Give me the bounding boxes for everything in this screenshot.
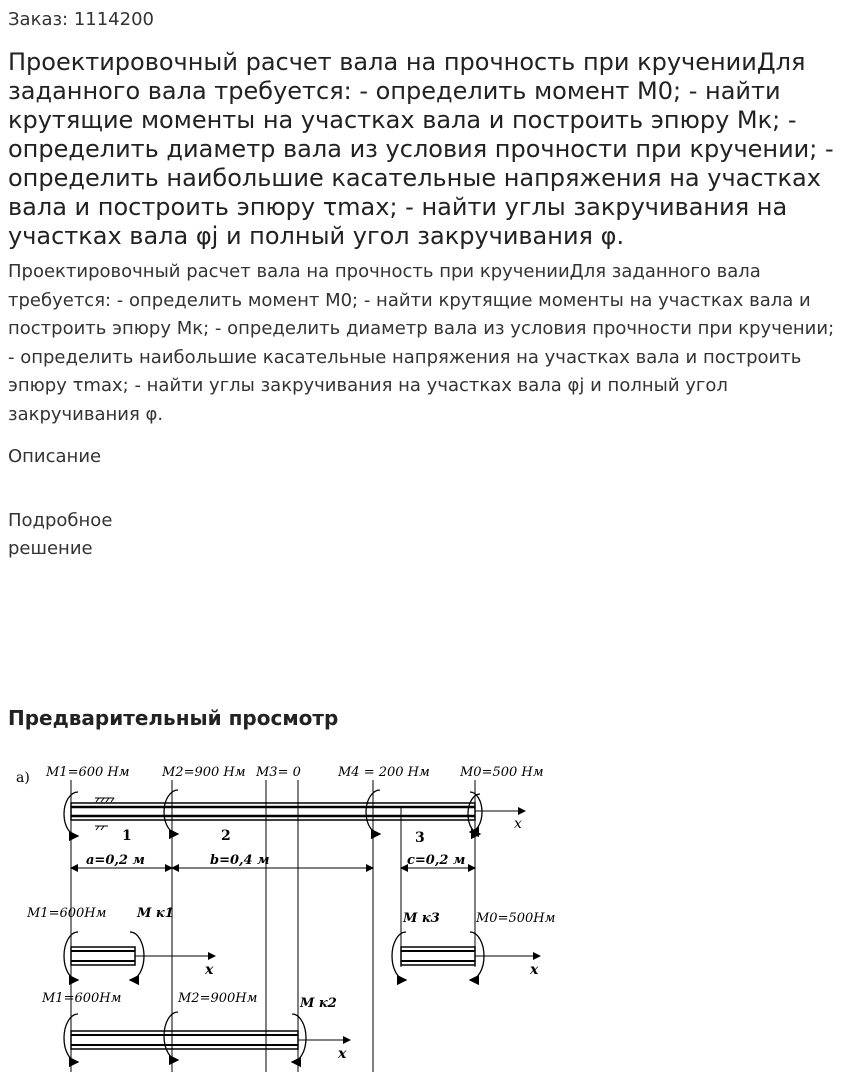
moment-label-m1: М1=600 Нм — [46, 765, 130, 780]
cut3-m0-label: М0=500Нм — [476, 911, 556, 926]
description-label[interactable]: Описание — [8, 446, 102, 467]
dim-label-c: c=0,2 м — [407, 853, 466, 868]
order-number: Заказ: 1114200 — [8, 9, 154, 30]
preview-heading: Предварительный просмотр — [8, 706, 339, 730]
cut2-axis-label: x — [338, 1046, 347, 1062]
dim-label-a: a=0,2 м — [86, 853, 145, 868]
moment-label-m0: М0=500 Нм — [460, 765, 544, 780]
cut3-axis-label: x — [530, 962, 539, 978]
cut3-shaft — [401, 947, 475, 965]
cut1-mk-label: М к1 — [137, 906, 174, 921]
solution-label[interactable]: Подробное решение — [8, 510, 113, 559]
shaft-diagram — [0, 752, 560, 1082]
moment-label-m3: М3= 0 — [256, 765, 301, 780]
cut2-mk-label: М к2 — [300, 996, 337, 1011]
page-title: Проектировочный расчет вала на прочность при крученииДля заданного вала требуется: - определить момент М0; - найти крутящие моменты на участках вала и построить эпюру Мк; - определить диаметр вала из условия прочности при кручении; - определить наибольшие касательные напряжения на участках вала и построить эпюру τmax; - найти углы закручивания на участках вала φj и полный угол закручивания φ. — [8, 48, 834, 250]
cut2-m2-label: М2=900Нм — [178, 991, 258, 1006]
cut1-m1-label: М1=600Нм — [27, 906, 107, 921]
cut2-shaft — [71, 1031, 298, 1049]
construction-lines — [71, 780, 475, 1072]
axis-label-main: x — [514, 816, 522, 832]
cut3-mk-label: М к3 — [403, 911, 440, 926]
section-2: 2 — [221, 828, 231, 844]
cut1-axis-label: x — [205, 962, 214, 978]
section-1: 1 — [122, 828, 132, 844]
section-3: 3 — [415, 830, 425, 846]
cut1-shaft — [71, 947, 135, 965]
cut2-m1-label: М1=600Нм — [42, 991, 122, 1006]
description-text: Проектировочный расчет вала на прочность при крученииДля заданного вала требуется: - определить момент М0; - найти крутящие моменты на участках вала и построить эпюру Мк; - определить диаметр вала из условия прочности при кручении; - определить наибольшие касательные напряжения на участках вала и построить эпюру τmax; - найти углы закручивания на участках вала φj и полный угол закручивания φ. — [8, 261, 835, 425]
moment-label-m4: М4 = 200 Нм — [338, 765, 430, 780]
main-shaft — [71, 803, 475, 820]
panel-label: а) — [16, 770, 30, 786]
moment-label-m2: М2=900 Нм — [162, 765, 246, 780]
dim-label-b: b=0,4 м — [210, 853, 270, 868]
